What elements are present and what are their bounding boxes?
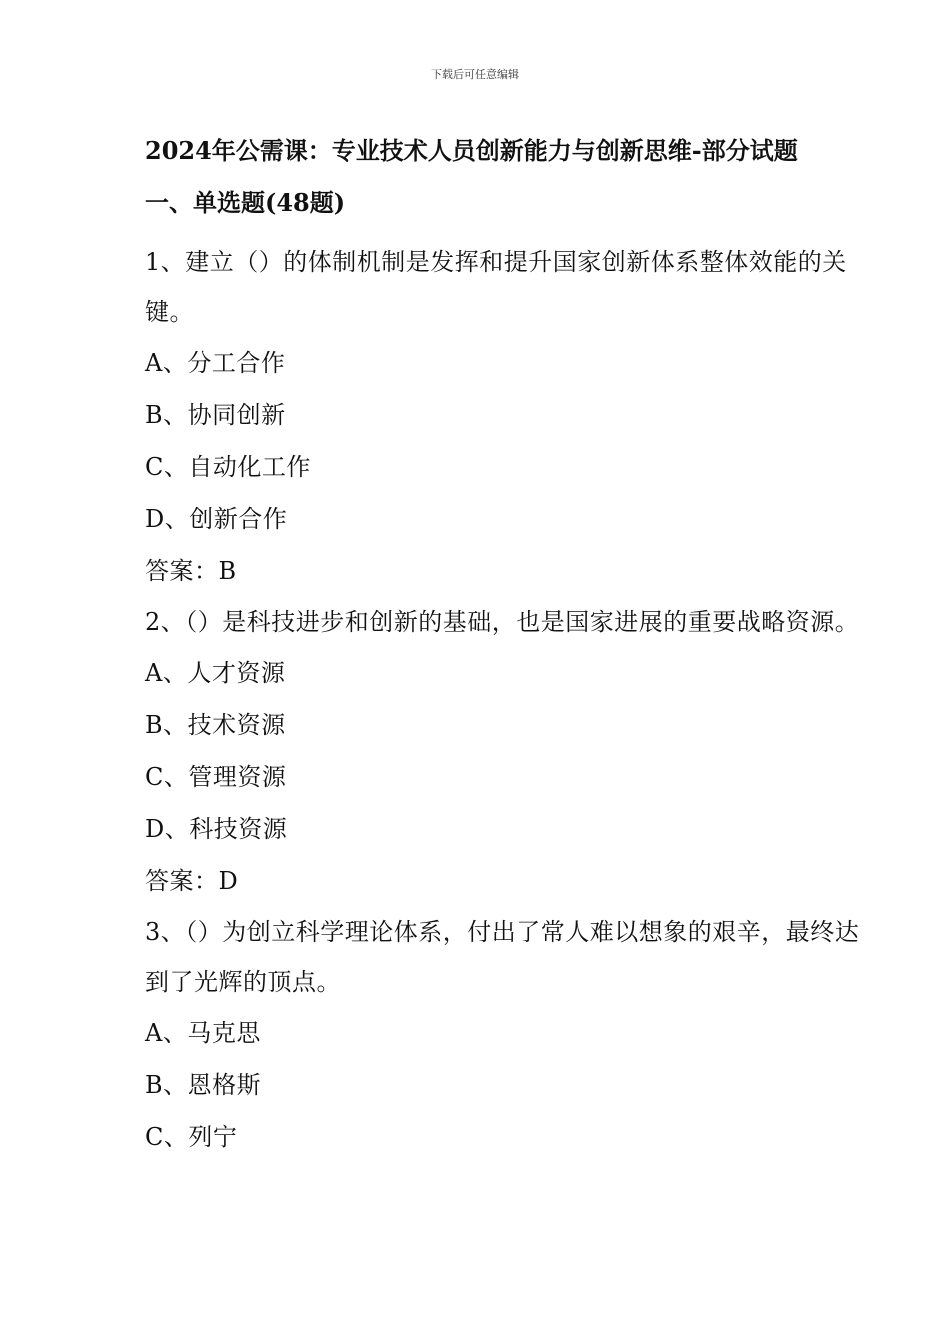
option-a: A、马克思 [145,1019,261,1047]
option-a: A、人才资源 [145,659,286,687]
question-stem: 3、（）为创立科学理论体系，付出了常人难以想象的艰辛，最终达到了光辉的顶点。 [145,918,860,996]
option-b: B、协同创新 [145,401,286,429]
question-stem: 1、建立（）的体制机制是发挥和提升国家创新体系整体效能的关键。 [145,248,847,326]
question-2 [145,597,875,907]
option-c: C、列宁 [145,1123,238,1151]
option-b: B、恩格斯 [145,1071,262,1099]
header-note: 下载后可任意编辑 [431,68,519,81]
question-3 [145,907,875,1163]
option-b: B、技术资源 [145,711,286,739]
question-1 [145,237,875,597]
option-c: C、自动化工作 [145,453,311,481]
option-c: C、管理资源 [145,763,287,791]
answer: 答案：D [145,867,239,895]
option-d: D、科技资源 [145,815,288,843]
option-a: A、分工合作 [145,349,286,377]
document-title: 2024年公需课：专业技术人员创新能力与创新思维-部分试题 [145,136,798,165]
document-content [145,134,875,1163]
answer: 答案：B [145,557,237,585]
question-stem: 2、（）是科技进步和创新的基础，也是国家进展的重要战略资源。 [145,608,860,636]
option-d: D、创新合作 [145,505,288,533]
section-title: 一、单选题(48题) [145,188,346,217]
